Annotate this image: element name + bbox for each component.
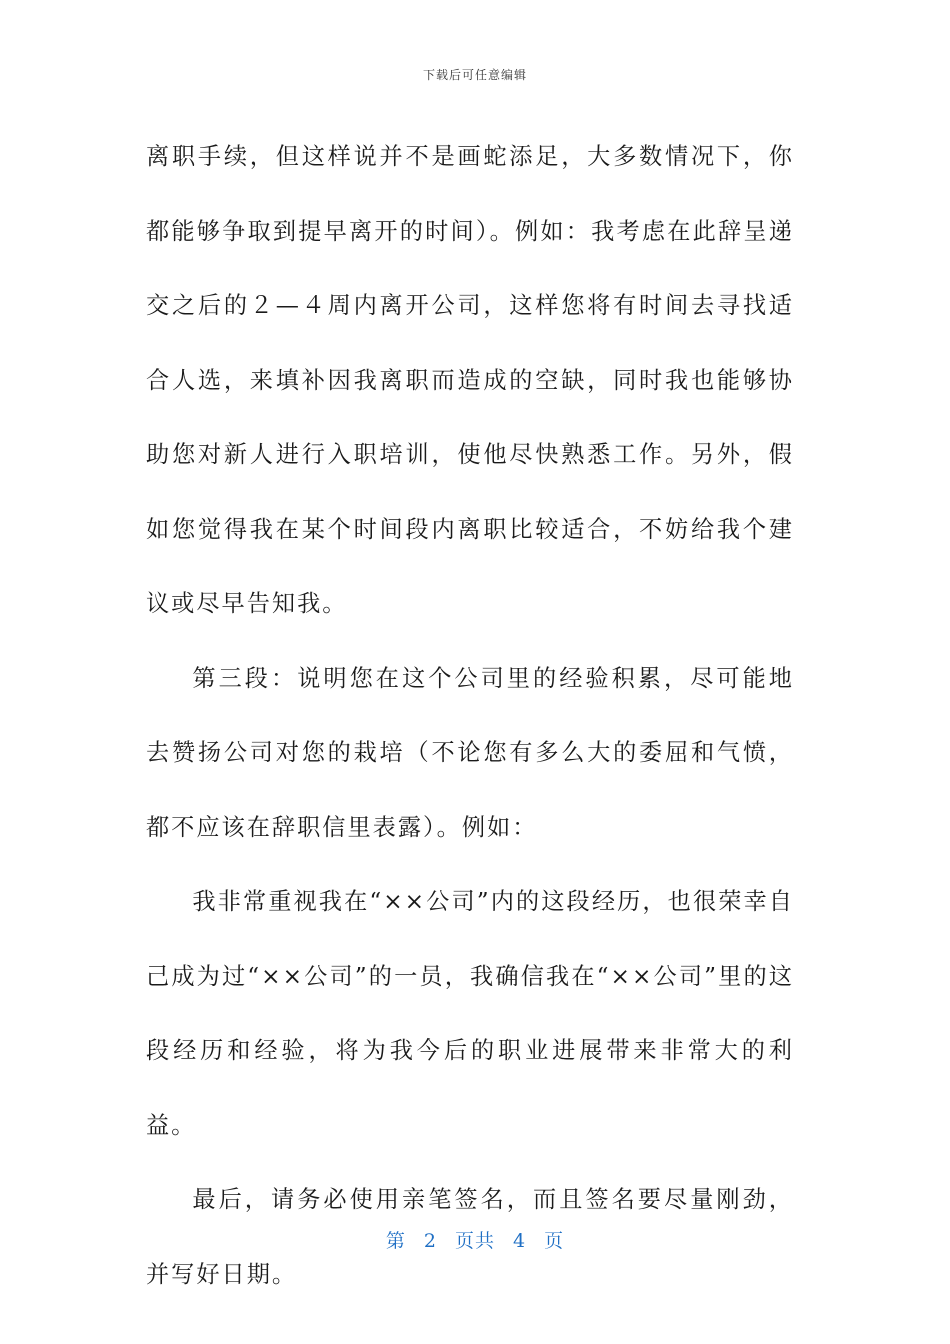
current-page-number: 2 — [423, 1230, 437, 1252]
page-header-note: 下载后可任意编辑 — [422, 68, 527, 82]
paragraph-resignation-timing: 离职手续，但这样说并不是画蛇添足，大多数情况下，你都能够争取到提早离开的时间）。例如：我考虑在此辞呈递交之后的２—４周内离开公司，这样您将有时间去寻找适合人选，来填补因我离职而造成的空缺，同时我也能够协助您对新人进行入职培训，使他尽快熟悉工作。另外，假如您觉得我在某个时间段内离职比较适合，不妨给我个建议或尽早告知我。 — [146, 143, 794, 617]
footer-middle: 页共 — [454, 1230, 495, 1252]
paragraph-signature-advice: 最后，请务必使用亲笔签名，而且签名要尽量刚劲，并写好日期。 — [146, 1186, 794, 1288]
document-body — [146, 120, 794, 1312]
footer-prefix: 第 — [385, 1230, 406, 1252]
paragraph-example-experience: 我非常重视我在“××公司”内的这段经历，也很荣幸自己成为过“××公司”的一员，我确信我在“××公司”里的这段经历和经验，将为我今后的职业进展带来非常大的利益。 — [146, 888, 794, 1139]
paragraph-third-section: 第三段：说明您在这个公司里的经验积累，尽可能地去赞扬公司对您的栽培（不论您有多么大的委屈和气愤，都不应该在辞职信里表露）。例如： — [146, 664, 794, 841]
page-number-footer — [0, 1226, 950, 1253]
total-pages-number: 4 — [513, 1230, 527, 1252]
footer-suffix: 页 — [544, 1230, 565, 1252]
